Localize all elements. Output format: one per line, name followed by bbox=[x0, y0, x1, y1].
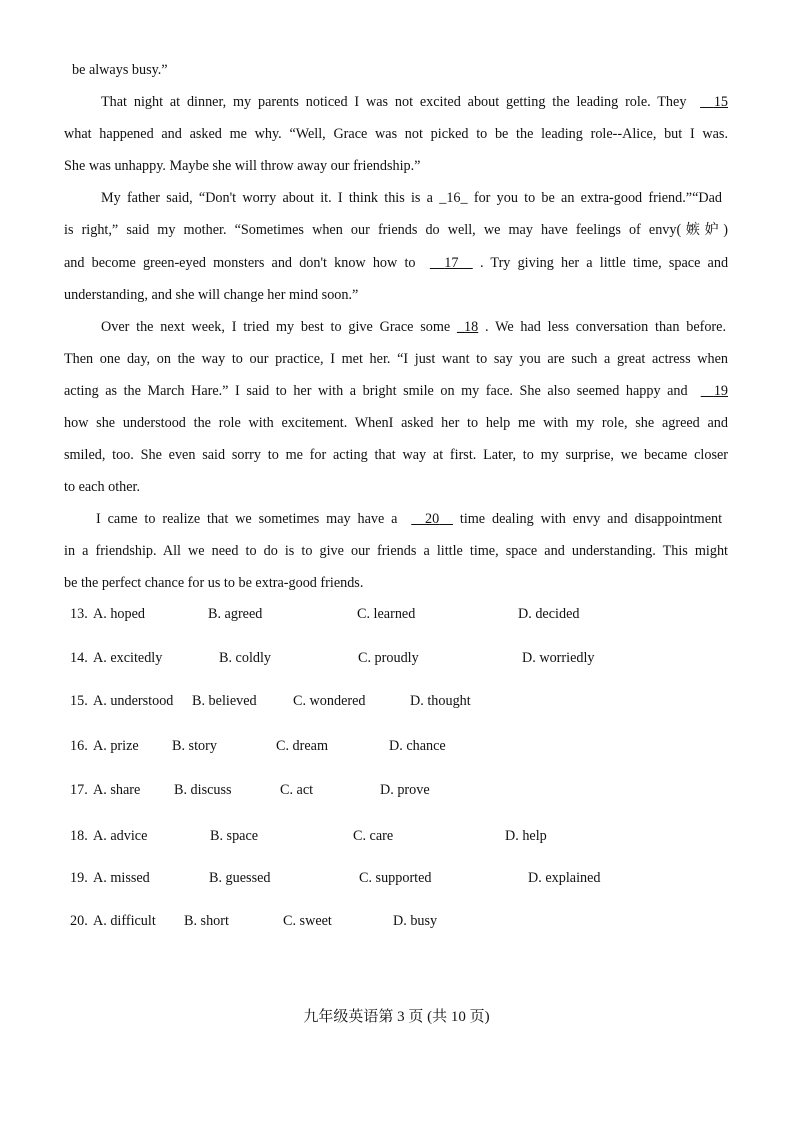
passage-line: is right,” said my mother. “Sometimes when our friends do well, we may have feelings of envy(嫉妒) bbox=[64, 222, 728, 238]
option-c[interactable]: C. act bbox=[280, 782, 314, 798]
option-b[interactable]: B. coldly bbox=[219, 650, 272, 666]
option-d[interactable]: D. decided bbox=[518, 606, 580, 622]
option-c[interactable]: C. supported bbox=[359, 870, 432, 886]
passage-line: and become green-eyed monsters and don't know how to 17 . Try giving her a little time, space and bbox=[64, 255, 729, 271]
option-a[interactable]: A. excitedly bbox=[93, 650, 163, 666]
passage-line: Then one day, on the way to our practice, I met her. “I just want to say you are such a great actress when bbox=[64, 351, 728, 367]
passage-line: Over the next week, I tried my best to give Grace some _18 . We had less conversation than before. bbox=[101, 319, 726, 335]
blank-15: 15 bbox=[713, 94, 729, 110]
blank-20: 20 bbox=[425, 511, 440, 527]
option-b[interactable]: B. story bbox=[172, 738, 217, 754]
question-number: 14. bbox=[70, 650, 88, 666]
option-d[interactable]: D. prove bbox=[380, 782, 430, 798]
option-b[interactable]: B. short bbox=[184, 913, 229, 929]
option-b[interactable]: B. space bbox=[210, 828, 259, 844]
passage-line: smiled, too. She even said sorry to me for acting that way at first. Later, to my surprise, we became closer bbox=[64, 447, 728, 463]
option-d[interactable]: D. help bbox=[505, 828, 547, 844]
passage-line: be the perfect chance for us to be extra-good friends. bbox=[64, 575, 364, 591]
passage-line: She was unhappy. Maybe she will throw away our friendship.” bbox=[64, 158, 421, 174]
question-number: 15. bbox=[70, 693, 88, 709]
option-b[interactable]: B. guessed bbox=[209, 870, 271, 886]
option-a[interactable]: A. prize bbox=[93, 738, 139, 754]
option-b[interactable]: B. believed bbox=[192, 693, 257, 709]
passage-line: That night at dinner, my parents noticed I was not excited about getting the leading role. They 15 bbox=[101, 94, 729, 110]
passage-line: acting as the March Hare.” I said to her with a bright smile on my face. She also seemed happy and 19 bbox=[64, 383, 729, 399]
question-number: 18. bbox=[70, 828, 88, 844]
option-a[interactable]: A. share bbox=[93, 782, 141, 798]
question-number: 13. bbox=[70, 606, 88, 622]
passage-line: understanding, and she will change her mind soon.” bbox=[64, 287, 359, 303]
option-a[interactable]: A. hoped bbox=[93, 606, 146, 622]
blank-16: _16_ bbox=[439, 190, 468, 206]
blank-18: _18 bbox=[456, 319, 479, 335]
option-d[interactable]: D. worriedly bbox=[522, 650, 595, 666]
passage-line: what happened and asked me why. “Well, Grace was not picked to be the leading role--Alice, but I was. bbox=[64, 126, 728, 142]
blank-17: 17 bbox=[444, 255, 459, 271]
option-d[interactable]: D. chance bbox=[389, 738, 446, 754]
option-c[interactable]: C. wondered bbox=[293, 693, 366, 709]
option-a[interactable]: A. understood bbox=[93, 693, 174, 709]
passage-line: My father said, “Don't worry about it. I think this is a _16_ for you to be an extra-good friend.”“Dad bbox=[101, 190, 723, 206]
option-c[interactable]: C. learned bbox=[357, 606, 416, 622]
option-c[interactable]: C. dream bbox=[276, 738, 329, 754]
option-c[interactable]: C. care bbox=[353, 828, 394, 844]
question-number: 16. bbox=[70, 738, 88, 754]
question-number: 20. bbox=[70, 913, 88, 929]
passage-line: in a friendship. All we need to do is to give our friends a little time, space and understanding. This might bbox=[64, 543, 728, 559]
passage-line: I came to realize that we sometimes may have a 20 time dealing with envy and disappointment bbox=[96, 511, 723, 527]
option-a[interactable]: A. difficult bbox=[93, 913, 156, 929]
question-number: 19. bbox=[70, 870, 88, 886]
page-footer: 九年级英语第 3 页 (共 10 页) bbox=[303, 1009, 490, 1025]
option-a[interactable]: A. advice bbox=[93, 828, 148, 844]
option-c[interactable]: C. sweet bbox=[283, 913, 332, 929]
passage-line: to each other. bbox=[64, 479, 141, 495]
option-b[interactable]: B. agreed bbox=[208, 606, 263, 622]
option-a[interactable]: A. missed bbox=[93, 870, 150, 886]
passage-line: be always busy.” bbox=[72, 62, 168, 78]
passage-line: how she understood the role with excitement. WhenI asked her to help me with my role, she agreed and bbox=[64, 415, 728, 431]
option-d[interactable]: D. thought bbox=[410, 693, 471, 709]
question-number: 17. bbox=[70, 782, 88, 798]
option-d[interactable]: D. explained bbox=[528, 870, 601, 886]
option-d[interactable]: D. busy bbox=[393, 913, 438, 929]
option-c[interactable]: C. proudly bbox=[358, 650, 419, 666]
blank-19: 19 bbox=[713, 383, 729, 399]
option-b[interactable]: B. discuss bbox=[174, 782, 232, 798]
